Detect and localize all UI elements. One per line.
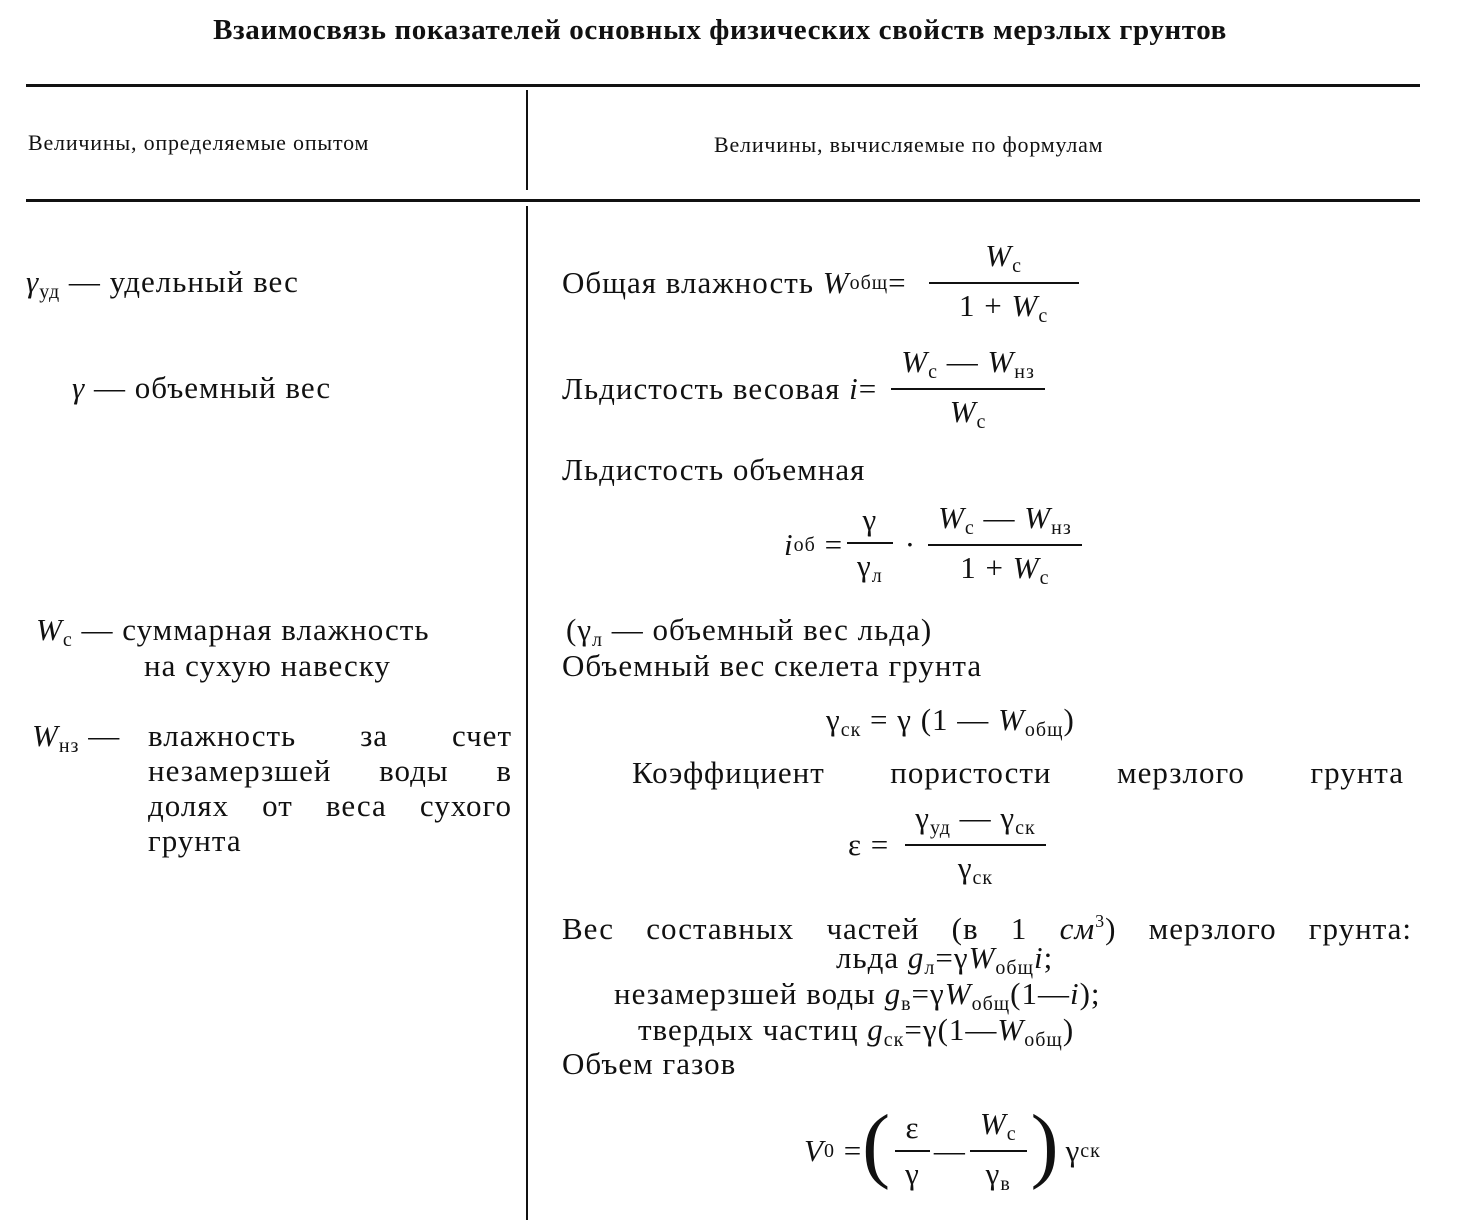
formula-solids-mass: твердых частиц $g_{ск}=\gamma(1—W_{общ})$ [638,1012,1075,1051]
header-left: Величины, определяемые опытом [28,130,370,155]
note-ice-weight: ($\gamma_л$ — объемный вес льда) [566,612,933,651]
header-right: Величины, вычисляемые по формулам [714,132,1104,157]
def-total-moisture: $W_с$ — суммарная влажность [36,612,430,651]
formula-water-mass: незамерзшей воды $g_в=\gamma W_{общ}(1—i)$; [614,976,1101,1015]
column-divider [526,206,528,1220]
top-rule [26,84,1420,87]
formula-skeleton: $\gamma_{ск} = \gamma$ (1 — $W_{общ}$) [826,702,1075,741]
formula-ice-weight: Льдистость весовая i = $\frac{W_с — W_{нз}}{W_с}$ [562,344,1049,434]
label-gas-volume: Объем газов [562,1046,737,1081]
formula-total-moisture: Общая влажность W общ = $\frac{W_с}{1 + W_с}$ [562,238,1083,328]
formula-porosity: ε = $\frac{\gamma_{уд} — \gamma_{ск}}{\gamma_{ск}}$ [848,800,1050,890]
formula-gas-volume: V 0 = ( $\frac{\varepsilon}{\gamma}$ — $\frac{W_с}{\gamma_в}$ ) γ ск [804,1098,1101,1195]
def-volume-weight: γ — объемный вес [72,370,332,405]
label-porosity: Коэффициент пористости мерзлого грунта [632,755,1404,790]
header-rule [26,199,1420,202]
label-components: Вес составных частей (в 1 $см^3$) мерзлого грунта: [562,911,1412,946]
label-skeleton: Объемный вес скелета грунта [562,648,983,683]
def-specific-weight: $\gamma_{уд}$ — удельный вес [26,264,299,303]
table-title: Взаимосвязь показателей основных физических свойств мерзлых грунтов [213,14,1227,46]
def-total-moisture-line2: на сухую навеску [144,648,391,683]
def-unfrozen-moisture-text: влажность за счет незамерзшей воды в долях от веса сухого грунта [148,718,512,858]
formula-ice-volume: i об = $\frac{\gamma}{\gamma_л}$ · $\frac{W_с — W_{нз}}{1 + W_с}$ [784,500,1086,590]
def-unfrozen-moisture: $W_{нз}$ — [32,718,121,757]
label-ice-volume: Льдистость объемная [562,452,866,487]
header-divider [526,90,528,190]
formula-ice-mass: льда $g_л=\gamma W_{общ}i$; [836,940,1054,979]
